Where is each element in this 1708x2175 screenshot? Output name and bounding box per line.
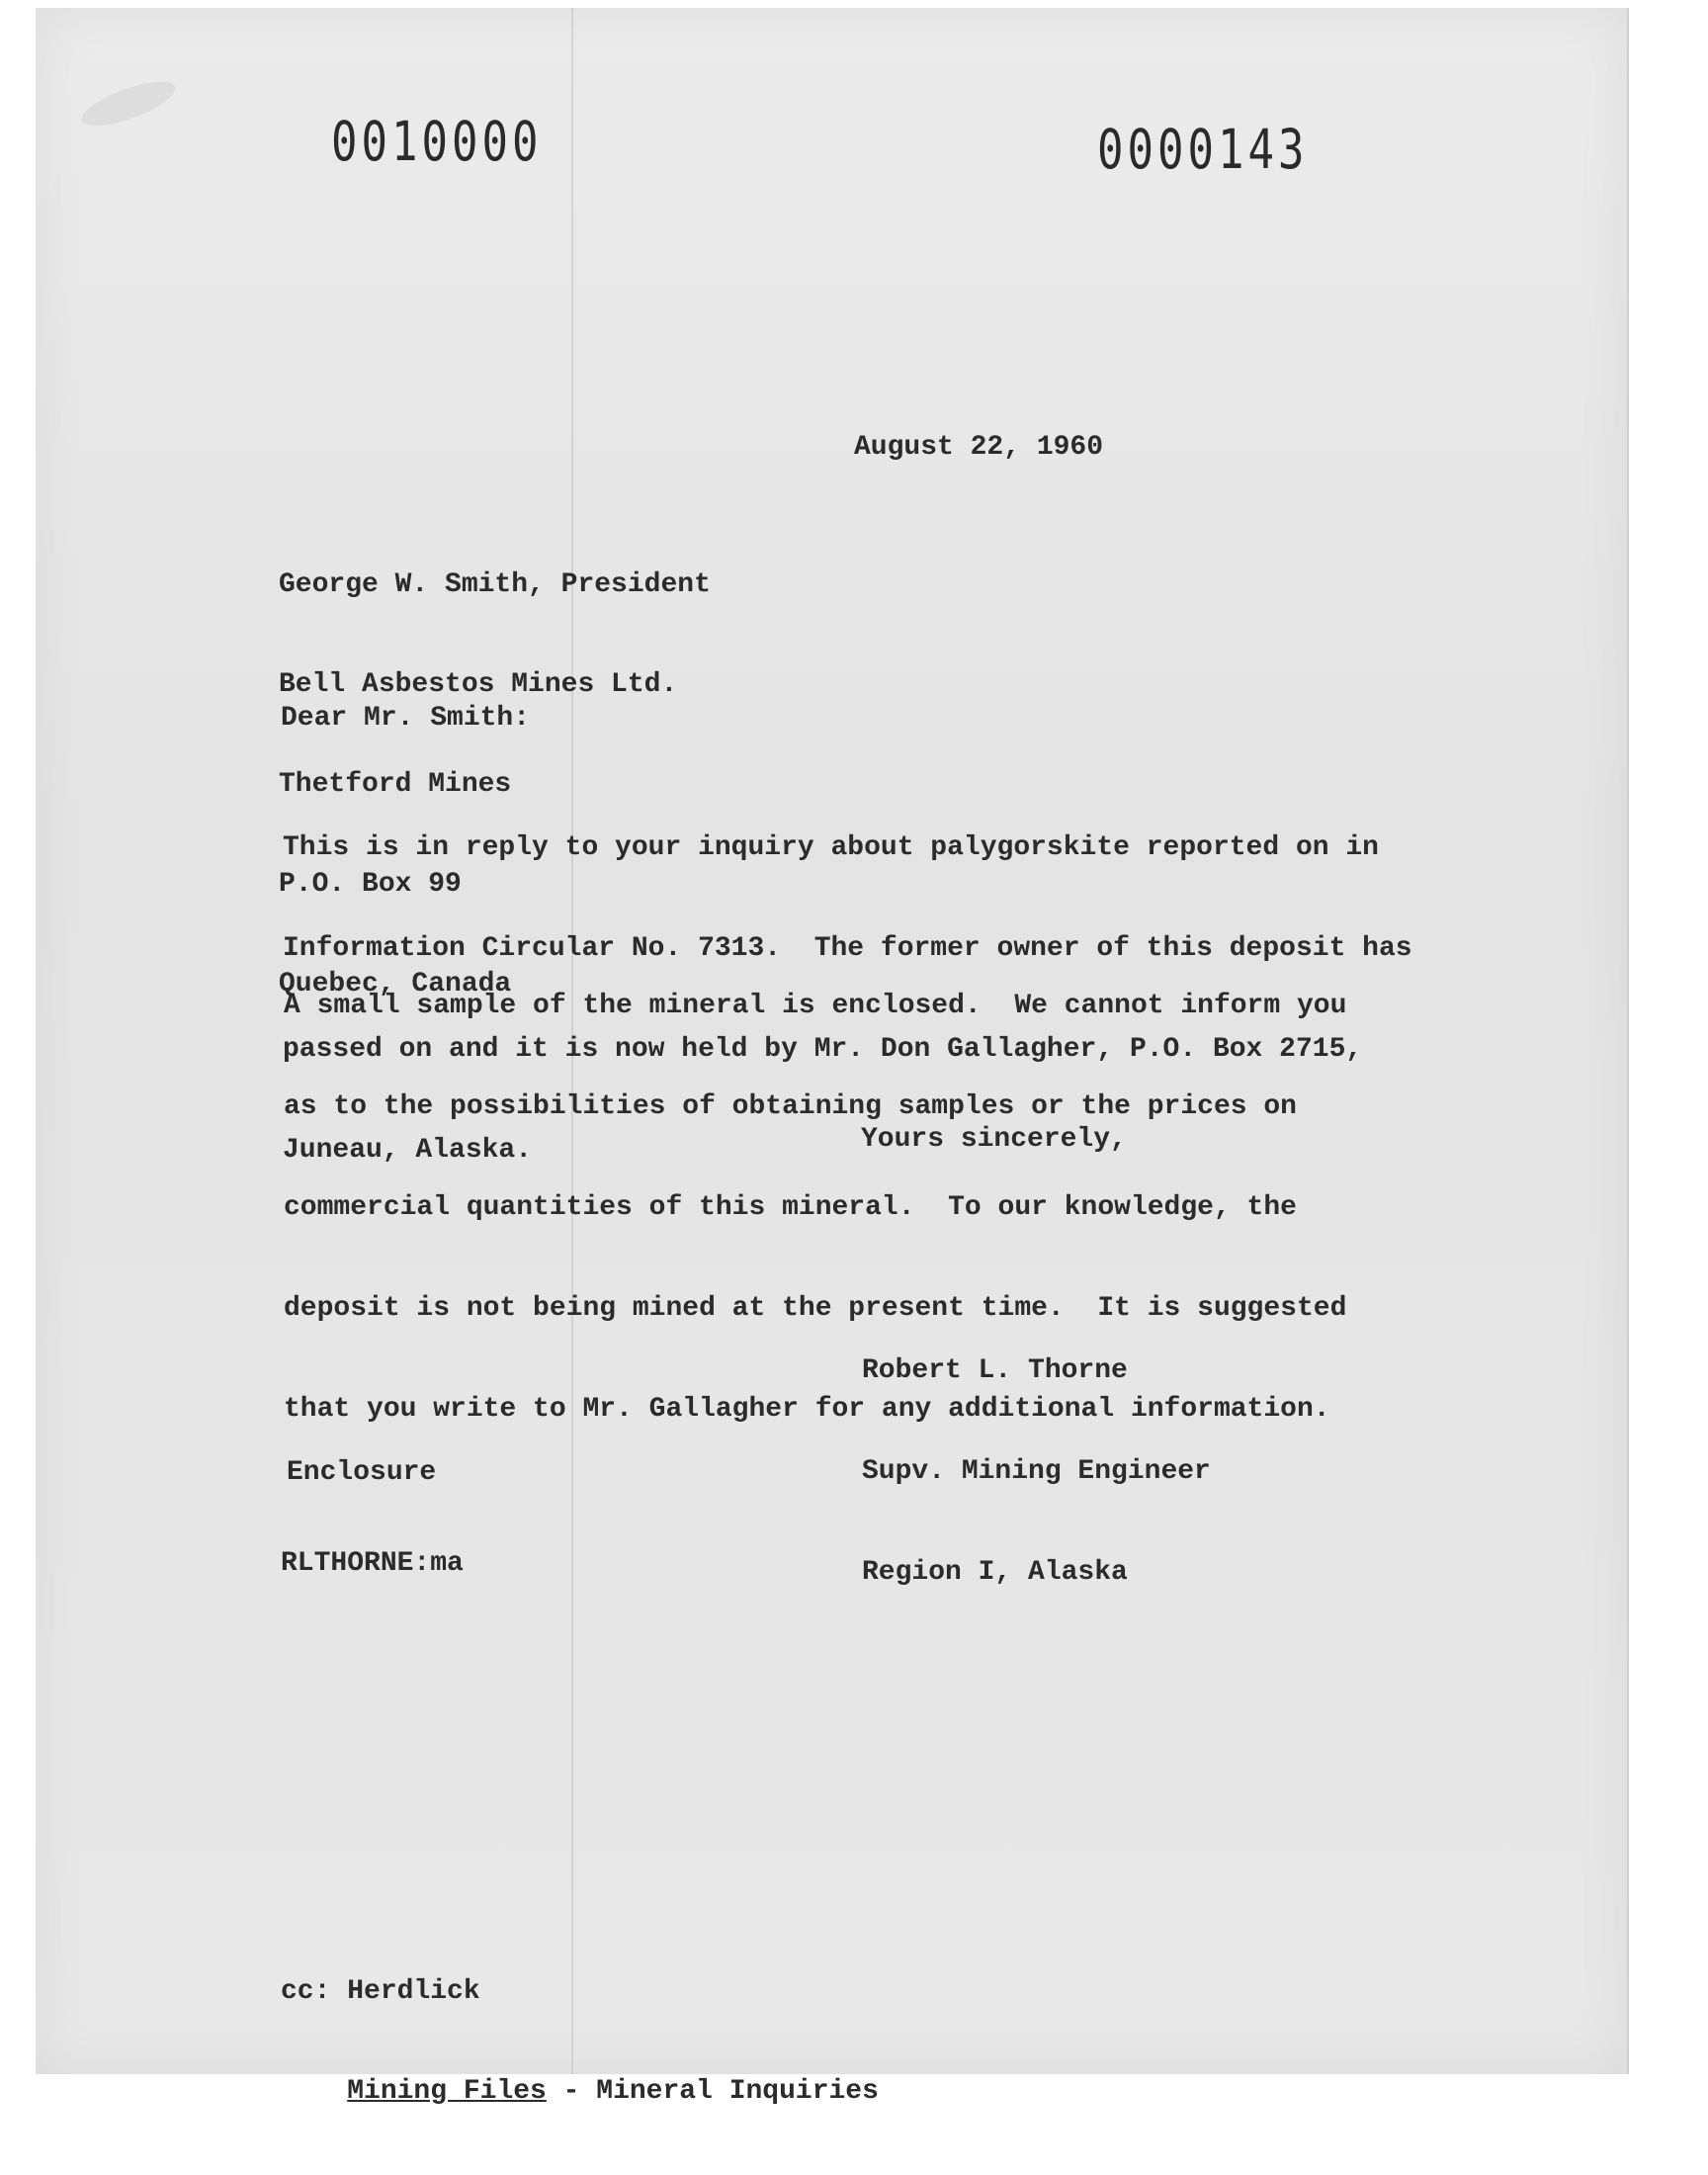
salutation: Dear Mr. Smith: — [281, 703, 531, 734]
recipient-line: P.O. Box 99 — [279, 869, 462, 900]
cc-line-1 — [281, 1975, 879, 2008]
stamp-number-left: 0010000 — [331, 111, 543, 174]
cc-name: Herdlick — [347, 1976, 480, 2007]
body-line: that you write to Mr. Gallagher for any additional information. — [284, 1394, 1330, 1425]
recipient-line: Quebec, Canada — [279, 969, 512, 1000]
signature-name: Robert L. Thorne — [862, 1355, 1128, 1386]
recipient-line: Thetford Mines — [279, 769, 512, 800]
body-line: Juneau, Alaska. — [283, 1135, 533, 1166]
stamp-number-right: 0000143 — [1097, 119, 1309, 182]
body-line: as to the possibilities of obtaining samples or the prices on — [284, 1091, 1297, 1122]
body-line: passed on and it is now held by Mr. Don Gallagher, P.O. Box 2715, — [283, 1034, 1363, 1065]
cc-block — [281, 1908, 879, 2141]
body-line: A small sample of the mineral is enclosed. We cannot inform you — [284, 991, 1347, 1021]
cc-label: cc: — [281, 1976, 331, 2007]
letter-date: August 22, 1960 — [854, 432, 1104, 463]
body-line: Information Circular No. 7313. The former owner of this deposit has — [283, 933, 1412, 964]
signature-region: Region I, Alaska — [862, 1557, 1128, 1588]
signature-title: Supv. Mining Engineer — [862, 1456, 1211, 1487]
cc-line-2 — [281, 2075, 879, 2108]
recipient-line: Bell Asbestos Mines Ltd. — [279, 669, 678, 700]
cc-files-rest: - Mineral Inquiries — [546, 2076, 879, 2107]
recipient-line: George W. Smith, President — [279, 569, 711, 600]
closing: Yours sincerely, — [861, 1124, 1127, 1155]
body-line: This is in reply to your inquiry about palygorskite reported on in — [283, 832, 1379, 863]
cc-files-underlined: Mining Files — [347, 2076, 547, 2107]
enclosure-note: Enclosure — [287, 1457, 437, 1488]
typist-initials: RLTHORNE:ma — [281, 1548, 464, 1579]
body-line: commercial quantities of this mineral. To our knowledge, the — [284, 1192, 1297, 1223]
signature-block — [862, 1287, 1211, 1623]
body-line: deposit is not being mined at the present time. It is suggested — [284, 1293, 1347, 1324]
